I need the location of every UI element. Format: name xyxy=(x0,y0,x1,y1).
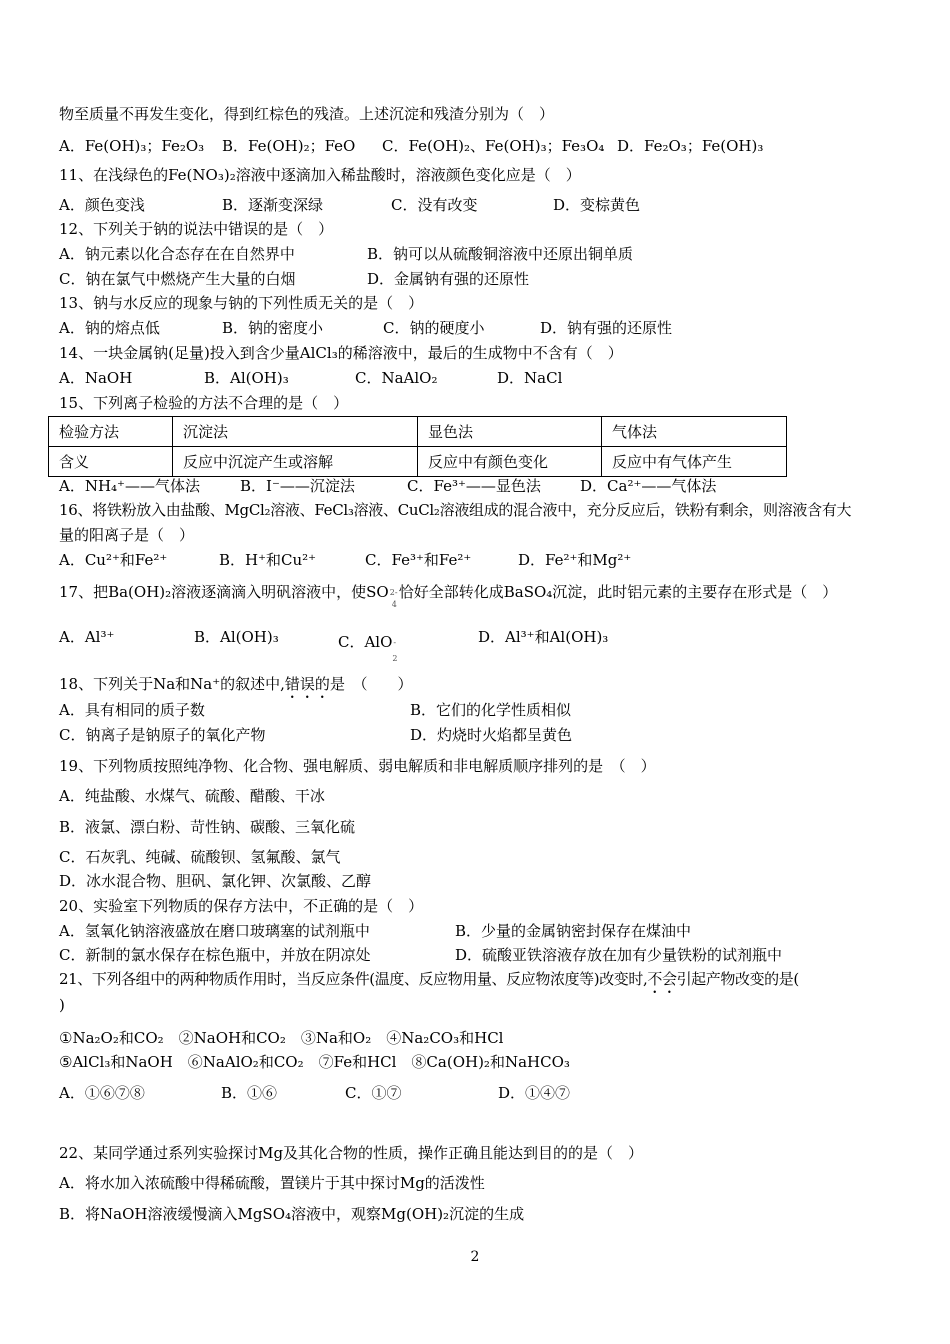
sulfate-ion-marks xyxy=(389,577,399,609)
q10-option-c: C．Fe(OH)₂、Fe(OH)₃；Fe₃O₄ xyxy=(382,137,605,155)
q22-option-b: B．将NaOH溶液缓慢滴入MgSO₄溶液中，观察Mg(OH)₂沉淀的生成 xyxy=(59,1205,525,1223)
q11-option-b: B．逐渐变深绿 xyxy=(222,196,324,214)
q21-stem xyxy=(59,969,799,997)
q12-option-c: C．钠在氯气中燃烧产生大量的白烟 xyxy=(59,270,296,288)
q21-option-c: C．①⑦ xyxy=(345,1084,402,1102)
q13-option-d: D．钠有强的还原性 xyxy=(540,319,673,337)
q20-option-d: D．硫酸亚铁溶液存放在加有少量铁粉的试剂瓶中 xyxy=(455,946,783,964)
table-row xyxy=(49,447,787,477)
q14-option-d: D．NaCl xyxy=(497,369,563,387)
q21-option-a: A．①⑥⑦⑧ xyxy=(59,1084,145,1102)
q19-option-b: B．液氯、漂白粉、苛性钠、碳酸、三氧化硫 xyxy=(59,818,356,836)
q16-option-d: D．Fe²⁺和Mg²⁺ xyxy=(518,551,632,569)
q11-stem: 11、在浅绿色的Fe(NO₃)₂溶液中逐滴加入稀盐酸时，溶液颜色变化应是（ ） xyxy=(59,166,581,184)
q17-option-c xyxy=(338,627,400,663)
q15-option-d: D．Ca²⁺——气体法 xyxy=(580,477,717,495)
q11-option-a: A．颜色变浅 xyxy=(59,196,145,214)
q18-stem xyxy=(59,674,412,702)
q21-option-d: D．①④⑦ xyxy=(498,1084,571,1102)
q17-option-d: D．Al³⁺和Al(OH)₃ xyxy=(478,628,609,646)
aluminate-charge: - xyxy=(393,638,397,647)
q15-option-a: A．NH₄⁺——气体法 xyxy=(59,477,200,495)
q14-stem: 14、一块金属钠(足量)投入到含少量AlCl₃的稀溶液中，最后的生成物中不含有（ ） xyxy=(59,344,623,362)
q14-option-a: A．NaOH xyxy=(59,369,133,387)
table-cell: 显色法 xyxy=(418,417,602,447)
q19-stem: 19、下列物质按照纯净物、化合物、强电解质、弱电解质和非电解质顺序排列的是 （ ） xyxy=(59,757,656,775)
q17-option-b: B．Al(OH)₃ xyxy=(194,628,279,646)
q18-option-a: A．具有相同的质子数 xyxy=(59,701,205,719)
q20-option-a: A．氢氧化钠溶液盛放在磨口玻璃塞的试剂瓶中 xyxy=(59,922,370,940)
q16-option-a: A．Cu²⁺和Fe²⁺ xyxy=(59,551,168,569)
q21-stem-part1: 21、下列各组中的两种物质作用时，当反应条件(温度、反应物用量、反应物浓度等)改变时, xyxy=(59,970,648,988)
q18-option-b: B．它们的化学性质相似 xyxy=(410,701,572,719)
q12-stem: 12、下列关于钠的说法中错误的是（ ） xyxy=(59,220,334,238)
q17-option-a: A．Al³⁺ xyxy=(59,628,115,646)
ion-test-table xyxy=(48,416,787,477)
q20-option-b: B．少量的金属钠密封保存在煤油中 xyxy=(455,922,692,940)
sulfate-subscript: 4 xyxy=(391,600,397,609)
q17-option-c-text: C．AlO xyxy=(338,633,393,651)
q18-option-c: C．钠离子是钠原子的氧化产物 xyxy=(59,726,266,744)
q12-option-a: A．钠元素以化合态存在在自然界中 xyxy=(59,245,295,263)
q17-stem xyxy=(59,577,838,609)
page-number: 2 xyxy=(470,1249,480,1265)
q18-stem-part2: 是 （ ） xyxy=(329,675,413,693)
q13-stem: 13、钠与水反应的现象与钠的下列性质无关的是（ ） xyxy=(59,294,424,312)
q16-stem-line1: 16、将铁粉放入由盐酸、MgCl₂溶液、FeCl₃溶液、CuCl₂溶液组成的混合液中，充分反应后，铁粉有剩余，则溶液含有大 xyxy=(59,501,852,519)
q18-option-d: D．灼烧时火焰都呈黄色 xyxy=(410,726,573,744)
q11-option-c: C．没有改变 xyxy=(391,196,478,214)
table-cell: 反应中沉淀产生或溶解 xyxy=(173,447,418,477)
q10-option-b: B．Fe(OH)₂；FeO xyxy=(222,137,356,155)
q13-option-c: C．钠的硬度小 xyxy=(383,319,485,337)
q21-stem-line2: ) xyxy=(59,996,65,1014)
q11-option-d: D．变棕黄色 xyxy=(553,196,641,214)
q19-option-d: D．冰水混合物、胆矾、氯化钾、次氯酸、乙醇 xyxy=(59,872,372,890)
q16-option-b: B．H⁺和Cu²⁺ xyxy=(219,551,317,569)
q13-option-b: B．钠的密度小 xyxy=(222,319,324,337)
q15-stem: 15、下列离子检验的方法不合理的是（ ） xyxy=(59,394,349,412)
q18-stem-part1: 18、下列关于Na和Na⁺的叙述中, xyxy=(59,675,285,693)
q17-stem-part2: 恰好全部转化成BaSO₄沉淀，此时铝元素的主要存在形式是（ ） xyxy=(398,583,838,601)
q15-option-b: B．I⁻——沉淀法 xyxy=(240,477,355,495)
table-cell: 气体法 xyxy=(602,417,787,447)
q14-option-b: B．Al(OH)₃ xyxy=(204,369,289,387)
q21-option-b: B．①⑥ xyxy=(221,1084,278,1102)
q10-option-a: A．Fe(OH)₃；Fe₂O₃ xyxy=(59,137,205,155)
q22-option-a: A．将水加入浓硫酸中得稀硫酸，置镁片于其中探讨Mg的活泼性 xyxy=(59,1174,485,1192)
q10-continuation: 物至质量不再发生变化，得到红棕色的残渣。上述沉淀和残渣分别为（ ） xyxy=(59,105,555,123)
table-cell: 检验方法 xyxy=(49,417,173,447)
table-row xyxy=(49,417,787,447)
aluminate-ion-marks xyxy=(392,627,400,663)
q19-option-a: A．纯盐酸、水煤气、硫酸、醋酸、干冰 xyxy=(59,787,325,805)
table-cell: 反应中有气体产生 xyxy=(602,447,787,477)
q21-items-row1: ①Na₂O₂和CO₂ ②NaOH和CO₂ ③Na和O₂ ④Na₂CO₃和HCl xyxy=(59,1029,504,1047)
table-cell: 沉淀法 xyxy=(173,417,418,447)
q16-stem-line2: 量的阳离子是（ ） xyxy=(59,526,195,544)
q12-option-d: D．金属钠有强的还原性 xyxy=(367,270,530,288)
q12-option-b: B．钠可以从硫酸铜溶液中还原出铜单质 xyxy=(367,245,634,263)
q22-stem: 22、某同学通过系列实验探讨Mg及其化合物的性质，操作正确且能达到目的的是（ ） xyxy=(59,1144,644,1162)
q16-option-c: C．Fe³⁺和Fe²⁺ xyxy=(365,551,472,569)
table-cell: 含义 xyxy=(49,447,173,477)
q13-option-a: A．钠的熔点低 xyxy=(59,319,160,337)
q20-stem: 20、实验室下列物质的保存方法中，不正确的是（ ） xyxy=(59,897,424,915)
aluminate-subscript: 2 xyxy=(392,654,398,663)
q18-emphasis: 错误的 xyxy=(284,675,330,693)
q21-emphasis: 不会 xyxy=(647,970,677,988)
q10-option-d: D．Fe₂O₃；Fe(OH)₃ xyxy=(617,137,764,155)
sulfate-charge: 2- xyxy=(389,588,398,597)
q14-option-c: C．NaAlO₂ xyxy=(355,369,438,387)
table-cell: 反应中有颜色变化 xyxy=(418,447,602,477)
q19-option-c: C．石灰乳、纯碱、硫酸钡、氢氟酸、氯气 xyxy=(59,848,341,866)
q21-items-row2: ⑤AlCl₃和NaOH ⑥NaAlO₂和CO₂ ⑦Fe和HCl ⑧Ca(OH)₂和NaHCO₃ xyxy=(59,1053,570,1071)
q20-option-c: C．新制的氯水保存在棕色瓶中，并放在阴凉处 xyxy=(59,946,371,964)
q21-stem-part2: 引起产物改变的是( xyxy=(676,970,799,988)
q17-stem-part1: 17、把Ba(OH)₂溶液逐滴滴入明矾溶液中，使SO xyxy=(59,583,389,601)
q15-option-c: C．Fe³⁺——显色法 xyxy=(407,477,541,495)
